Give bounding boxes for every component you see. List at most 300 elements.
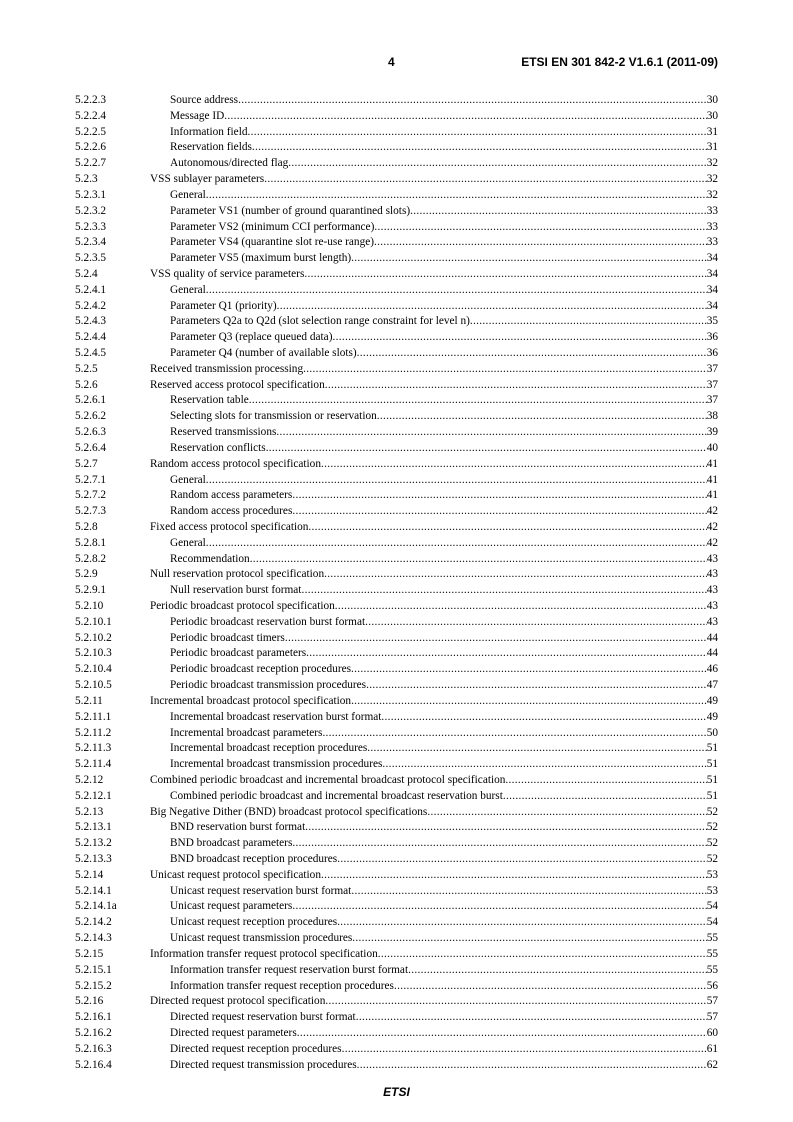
dot-leader — [206, 188, 707, 204]
toc-entry[interactable] — [75, 457, 718, 473]
toc-section-number: 5.2.16.3 — [75, 1042, 112, 1055]
toc-title: Periodic broadcast parameters — [170, 647, 307, 660]
toc-entry[interactable] — [75, 267, 718, 283]
dot-leader — [206, 283, 707, 299]
toc-section-number: 5.2.15 — [75, 947, 104, 960]
toc-entry[interactable] — [75, 836, 718, 852]
dot-leader — [337, 852, 707, 868]
toc-title-wrap — [150, 994, 707, 1010]
toc-title: Incremental broadcast reception procedures — [170, 742, 368, 755]
dot-leader — [266, 441, 707, 457]
toc-title-wrap — [150, 805, 707, 821]
toc-entry[interactable] — [75, 425, 718, 441]
toc-entry[interactable] — [75, 710, 718, 726]
toc-title: Information transfer request reservation burst format — [170, 963, 409, 976]
toc-title-wrap — [150, 1042, 707, 1058]
toc-entry[interactable] — [75, 552, 718, 568]
dot-leader — [378, 947, 707, 963]
toc-title: Null reservation protocol specification — [150, 568, 325, 581]
toc-page-number: 56 — [706, 979, 718, 992]
dot-leader — [285, 631, 707, 647]
toc-title-wrap — [150, 1058, 707, 1074]
toc-page-number: 52 — [706, 821, 718, 834]
toc-title: Periodic broadcast transmission procedures — [170, 679, 367, 692]
toc-title-wrap — [150, 362, 707, 378]
toc-page-number: 37 — [706, 378, 718, 391]
toc-title: Periodic broadcast reception procedures — [170, 663, 351, 676]
toc-page-number: 31 — [706, 125, 718, 138]
dot-leader — [356, 1010, 707, 1026]
toc-page-number: 44 — [706, 631, 718, 644]
toc-title: Incremental broadcast parameters — [170, 726, 323, 739]
toc-page-number: 37 — [706, 394, 718, 407]
toc-title-wrap — [150, 599, 707, 615]
toc-entry[interactable] — [75, 662, 718, 678]
toc-entry[interactable] — [75, 646, 718, 662]
toc-page-number: 33 — [706, 236, 718, 249]
toc-title: Unicast request reservation burst format — [170, 884, 352, 897]
toc-title-wrap — [150, 299, 707, 315]
toc-title: Information field — [170, 125, 248, 138]
toc-section-number: 5.2.2.3 — [75, 94, 107, 106]
toc-entry[interactable] — [75, 536, 718, 552]
toc-section-number: 5.2.8.2 — [75, 552, 107, 565]
toc-title-wrap — [150, 773, 707, 789]
toc-section-number: 5.2.11.2 — [75, 726, 112, 739]
toc-section-number: 5.2.14.3 — [75, 932, 112, 945]
toc-entry[interactable] — [75, 726, 718, 742]
toc-title-wrap — [150, 125, 707, 141]
toc-section-number: 5.2.2.4 — [75, 109, 107, 122]
toc-title: Source address — [170, 94, 239, 106]
toc-title: Big Negative Dither (BND) broadcast protocol specifications — [150, 805, 428, 818]
toc-title-wrap — [150, 109, 707, 125]
toc-section-number: 5.2.7.3 — [75, 505, 107, 518]
dot-leader — [303, 362, 707, 378]
dot-leader — [206, 473, 707, 489]
toc-title-wrap — [150, 820, 707, 836]
dot-leader — [408, 963, 707, 979]
toc-title-wrap — [150, 235, 707, 251]
toc-title-wrap — [150, 884, 707, 900]
toc-title: Combined periodic broadcast and incremental broadcast reservation burst — [170, 789, 503, 802]
toc-title-wrap — [150, 409, 707, 425]
toc-page-number: 41 — [706, 489, 718, 502]
toc-entry[interactable] — [75, 599, 718, 615]
toc-title: General — [170, 188, 206, 201]
toc-title-wrap — [150, 836, 707, 852]
toc-title: Directed request transmission procedures — [170, 1058, 357, 1071]
toc-title: VSS sublayer parameters — [150, 173, 265, 186]
toc-title: Random access protocol specification — [150, 457, 321, 470]
toc-page-number: 61 — [706, 1042, 718, 1055]
toc-section-number: 5.2.7.1 — [75, 473, 107, 486]
toc-entry[interactable] — [75, 140, 718, 156]
toc-entry[interactable] — [75, 204, 718, 220]
toc-title: Fixed access protocol specification — [150, 520, 309, 533]
toc-section-number: 5.2.2.6 — [75, 141, 107, 154]
toc-entry[interactable] — [75, 156, 718, 172]
toc-title-wrap — [150, 678, 707, 694]
toc-section-number: 5.2.11 — [75, 694, 103, 707]
dot-leader — [377, 409, 707, 425]
toc-page-number: 37 — [706, 362, 718, 375]
dot-leader — [351, 884, 706, 900]
toc-title-wrap — [150, 220, 707, 236]
toc-page-number: 55 — [706, 947, 718, 960]
toc-entry[interactable] — [75, 283, 718, 299]
toc-title: Information transfer request protocol specification — [150, 947, 378, 960]
toc-section-number: 5.2.3.5 — [75, 252, 107, 265]
toc-page-number: 60 — [706, 1026, 718, 1039]
toc-title-wrap — [150, 488, 707, 504]
toc-section-number: 5.2.4.1 — [75, 283, 107, 296]
dot-leader — [335, 599, 707, 615]
toc-page-number: 57 — [706, 1011, 718, 1024]
dot-leader — [306, 646, 707, 662]
toc-section-number: 5.2.10.5 — [75, 679, 112, 692]
toc-entry[interactable] — [75, 899, 718, 915]
toc-section-number: 5.2.16.1 — [75, 1011, 112, 1024]
toc-title: Periodic broadcast reservation burst format — [170, 615, 366, 628]
toc-title: Parameter VS1 (number of ground quarantined slots) — [170, 204, 411, 217]
toc-entry[interactable] — [75, 931, 718, 947]
dot-leader — [292, 488, 706, 504]
toc-title: Parameter VS4 (quarantine slot re-use range) — [170, 236, 375, 249]
toc-entry[interactable] — [75, 441, 718, 457]
toc-entry[interactable] — [75, 757, 718, 773]
toc-title-wrap — [150, 156, 707, 172]
toc-title-wrap — [150, 931, 707, 947]
dot-leader — [224, 109, 706, 125]
toc-entry[interactable] — [75, 109, 718, 125]
toc-title: Recommendation — [170, 552, 250, 565]
toc-title-wrap — [150, 757, 707, 773]
toc-section-number: 5.2.4.2 — [75, 299, 107, 312]
toc-section-number: 5.2.9 — [75, 568, 98, 581]
document-id: ETSI EN 301 842-2 V1.6.1 (2011-09) — [521, 55, 718, 69]
toc-entry[interactable] — [75, 299, 718, 315]
toc-title-wrap — [150, 93, 707, 109]
toc-entry[interactable] — [75, 773, 718, 789]
toc-section-number: 5.2.3 — [75, 173, 98, 186]
toc-entry[interactable] — [75, 520, 718, 536]
toc-entry[interactable] — [75, 979, 718, 995]
toc-section-number: 5.2.15.1 — [75, 963, 112, 976]
toc-title-wrap — [150, 631, 707, 647]
toc-title-wrap — [150, 283, 707, 299]
toc-page-number: 34 — [706, 267, 718, 280]
toc-page-number: 52 — [706, 853, 718, 865]
dot-leader — [297, 1026, 707, 1042]
toc-page-number: 43 — [706, 615, 718, 628]
toc-entry[interactable] — [75, 409, 718, 425]
dot-leader — [264, 172, 707, 188]
toc-title: Periodic broadcast timers — [170, 631, 285, 644]
toc-section-number: 5.2.11.4 — [75, 758, 112, 771]
toc-entry[interactable] — [75, 473, 718, 489]
toc-title-wrap — [150, 694, 707, 710]
toc-page-number: 39 — [706, 426, 718, 439]
toc-title: Unicast request parameters — [170, 900, 293, 913]
dot-leader — [427, 805, 706, 821]
toc-entry[interactable] — [75, 93, 718, 109]
toc-section-number: 5.2.14.1 — [75, 884, 112, 897]
toc-entry[interactable] — [75, 789, 718, 805]
dot-leader — [332, 330, 706, 346]
toc-section-number: 5.2.6.3 — [75, 426, 107, 439]
dot-leader — [374, 220, 706, 236]
toc-title: Autonomous/directed flag — [170, 157, 289, 170]
toc-title-wrap — [150, 710, 707, 726]
toc-page-number: 62 — [706, 1058, 718, 1071]
dot-leader — [276, 425, 706, 441]
toc-page-number: 30 — [706, 109, 718, 122]
footer-etsi: ETSI — [383, 1085, 410, 1099]
toc-title-wrap — [150, 552, 707, 568]
toc-page-number: 53 — [706, 884, 718, 897]
toc-entry[interactable] — [75, 741, 718, 757]
toc-title-wrap — [150, 963, 707, 979]
toc-page-number: 54 — [706, 900, 718, 913]
toc-title: BND broadcast reception procedures — [170, 853, 338, 865]
toc-title-wrap — [150, 536, 707, 552]
toc-page-number: 51 — [706, 758, 718, 771]
toc-entry[interactable] — [75, 1042, 718, 1058]
toc-title-wrap — [150, 868, 707, 884]
dot-leader — [292, 504, 706, 520]
toc-page-number: 41 — [706, 457, 718, 470]
toc-entry[interactable] — [75, 488, 718, 504]
toc-section-number: 5.2.10 — [75, 600, 104, 612]
toc-title: Information transfer request reception procedures — [170, 979, 394, 992]
toc-page-number: 53 — [706, 868, 718, 881]
toc-title-wrap — [150, 457, 707, 473]
dot-leader — [470, 314, 707, 330]
toc-entry[interactable] — [75, 362, 718, 378]
toc-section-number: 5.2.2.7 — [75, 157, 107, 170]
dot-leader — [288, 156, 706, 172]
toc-title: VSS quality of service parameters — [150, 267, 305, 280]
toc-entry[interactable] — [75, 314, 718, 330]
dot-leader — [252, 140, 707, 156]
toc-page-number: 47 — [706, 679, 718, 692]
toc-section-number: 5.2.14 — [75, 868, 104, 881]
toc-entry[interactable] — [75, 125, 718, 141]
toc-entry[interactable] — [75, 188, 718, 204]
toc-title-wrap — [150, 646, 707, 662]
toc-entry[interactable] — [75, 820, 718, 836]
dot-leader — [382, 757, 706, 773]
dot-leader — [322, 726, 706, 742]
toc-title: Parameter Q3 (replace queued data) — [170, 331, 333, 344]
toc-entry[interactable] — [75, 172, 718, 188]
toc-page-number: 42 — [706, 505, 718, 518]
toc-page-number: 43 — [706, 600, 718, 612]
toc-entry[interactable] — [75, 346, 718, 362]
toc-entry[interactable] — [75, 915, 718, 931]
toc-title: Incremental broadcast reservation burst format — [170, 710, 382, 723]
toc-entry[interactable] — [75, 805, 718, 821]
dot-leader — [321, 868, 707, 884]
toc-entry[interactable] — [75, 378, 718, 394]
dot-leader — [305, 820, 706, 836]
toc-title: Random access parameters — [170, 489, 293, 502]
toc-entry[interactable] — [75, 994, 718, 1010]
toc-entry[interactable] — [75, 694, 718, 710]
toc-title: Directed request protocol specification — [150, 995, 326, 1008]
toc-page-number: 46 — [706, 663, 718, 676]
toc-entry[interactable] — [75, 393, 718, 409]
toc-entry[interactable] — [75, 615, 718, 631]
toc-page-number: 43 — [706, 568, 718, 581]
toc-section-number: 5.2.3.4 — [75, 236, 107, 249]
toc-section-number: 5.2.10.1 — [75, 615, 112, 628]
toc-title: Parameter Q1 (priority) — [170, 299, 277, 312]
toc-entry[interactable] — [75, 868, 718, 884]
toc-title: General — [170, 536, 206, 549]
toc-title-wrap — [150, 899, 707, 915]
toc-page-number: 43 — [706, 584, 718, 597]
toc-title-wrap — [150, 393, 707, 409]
toc-page-number: 49 — [706, 710, 718, 723]
toc-title: BND reservation burst format — [170, 821, 306, 834]
toc-entry[interactable] — [75, 1058, 718, 1074]
dot-leader — [325, 378, 707, 394]
toc-section-number: 5.2.3.2 — [75, 204, 107, 217]
toc-title: Incremental broadcast transmission procedures — [170, 758, 383, 771]
toc-section-number: 5.2.3.3 — [75, 220, 107, 233]
toc-title: Incremental broadcast protocol specification — [150, 694, 352, 707]
toc-section-number: 5.2.6.4 — [75, 441, 107, 454]
toc-section-number: 5.2.4 — [75, 267, 98, 280]
dot-leader — [337, 915, 707, 931]
toc-title-wrap — [150, 473, 707, 489]
toc-section-number: 5.2.12.1 — [75, 789, 112, 802]
toc-entry[interactable] — [75, 963, 718, 979]
toc-section-number: 5.2.7 — [75, 457, 98, 470]
toc-section-number: 5.2.4.4 — [75, 331, 107, 344]
toc-page-number: 57 — [706, 995, 718, 1008]
toc-title-wrap — [150, 314, 707, 330]
toc-title: Reserved transmissions — [170, 426, 277, 439]
toc-entry[interactable] — [75, 631, 718, 647]
toc-section-number: 5.2.6.1 — [75, 394, 107, 407]
dot-leader — [410, 204, 707, 220]
toc-title: Directed request reservation burst format — [170, 1011, 356, 1024]
toc-title-wrap — [150, 615, 707, 631]
toc-title-wrap — [150, 567, 707, 583]
toc-title: Selecting slots for transmission or reservation — [170, 410, 377, 423]
toc-title: Directed request parameters — [170, 1026, 297, 1039]
dot-leader — [351, 662, 707, 678]
toc-title: Unicast request transmission procedures — [170, 932, 353, 945]
toc-entry[interactable] — [75, 235, 718, 251]
dot-leader — [374, 235, 707, 251]
toc-page-number: 52 — [706, 837, 718, 850]
toc-title: Periodic broadcast protocol specification — [150, 600, 335, 612]
toc-page-number: 52 — [706, 805, 718, 818]
toc-title-wrap — [150, 947, 707, 963]
toc-section-number: 5.2.4.5 — [75, 347, 107, 359]
toc-title-wrap — [150, 172, 707, 188]
toc-entry[interactable] — [75, 251, 718, 267]
dot-leader — [292, 899, 706, 915]
dot-leader — [367, 741, 706, 757]
toc-entry[interactable] — [75, 1026, 718, 1042]
toc-page-number: 36 — [706, 331, 718, 344]
toc-title: Null reservation burst format — [170, 584, 302, 597]
toc-section-number: 5.2.8.1 — [75, 536, 107, 549]
toc-section-number: 5.2.3.1 — [75, 188, 107, 201]
toc-section-number: 5.2.6.2 — [75, 410, 107, 423]
toc-entry[interactable] — [75, 567, 718, 583]
toc-title: Parameter Q4 (number of available slots) — [170, 347, 357, 359]
toc-entry[interactable] — [75, 947, 718, 963]
toc-entry[interactable] — [75, 678, 718, 694]
toc-page-number: 38 — [706, 410, 718, 423]
toc-section-number: 5.2.7.2 — [75, 489, 107, 502]
toc-section-number: 5.2.13.2 — [75, 837, 112, 850]
toc-entry[interactable] — [75, 884, 718, 900]
dot-leader — [325, 994, 706, 1010]
toc-page-number: 34 — [706, 299, 718, 312]
dot-leader — [206, 536, 707, 552]
dot-leader — [277, 299, 707, 315]
toc-entry[interactable] — [75, 504, 718, 520]
dot-leader — [321, 457, 707, 473]
dot-leader — [357, 346, 707, 362]
toc-entry[interactable] — [75, 583, 718, 599]
dot-leader — [301, 583, 706, 599]
toc-entry[interactable] — [75, 220, 718, 236]
toc-page-number: 31 — [706, 141, 718, 154]
dot-leader — [238, 93, 707, 109]
dot-leader — [394, 979, 707, 995]
toc-title-wrap — [150, 330, 707, 346]
dot-leader — [304, 267, 706, 283]
toc-page-number: 51 — [706, 789, 718, 802]
toc-page-number: 55 — [706, 963, 718, 976]
toc-title-wrap — [150, 1010, 707, 1026]
toc-title-wrap — [150, 662, 707, 678]
toc-section-number: 5.2.8 — [75, 520, 98, 533]
dot-leader — [365, 615, 707, 631]
toc-title: Parameter VS5 (maximum burst length) — [170, 252, 352, 265]
toc-section-number: 5.2.10.3 — [75, 647, 112, 660]
toc-page-number: 55 — [706, 932, 718, 945]
dot-leader — [247, 125, 706, 141]
toc-title-wrap — [150, 915, 707, 931]
toc-entry[interactable] — [75, 1010, 718, 1026]
toc-title: Reservation table — [170, 394, 249, 407]
toc-entry[interactable] — [75, 330, 718, 346]
toc-entry[interactable] — [75, 852, 718, 868]
toc-title-wrap — [150, 140, 707, 156]
toc-title: Combined periodic broadcast and incremental broadcast protocol specification — [150, 773, 506, 786]
toc-title-wrap — [150, 378, 707, 394]
toc-title: Random access procedures — [170, 505, 293, 518]
toc-page-number: 43 — [706, 552, 718, 565]
toc-title-wrap — [150, 251, 707, 267]
toc-page-number: 50 — [706, 726, 718, 739]
toc-title-wrap — [150, 441, 707, 457]
toc-page-number: 33 — [706, 220, 718, 233]
toc-title: Unicast request reception procedures — [170, 916, 338, 929]
toc-title-wrap — [150, 425, 707, 441]
toc-title: Message ID — [170, 109, 225, 122]
toc-page-number: 44 — [706, 647, 718, 660]
